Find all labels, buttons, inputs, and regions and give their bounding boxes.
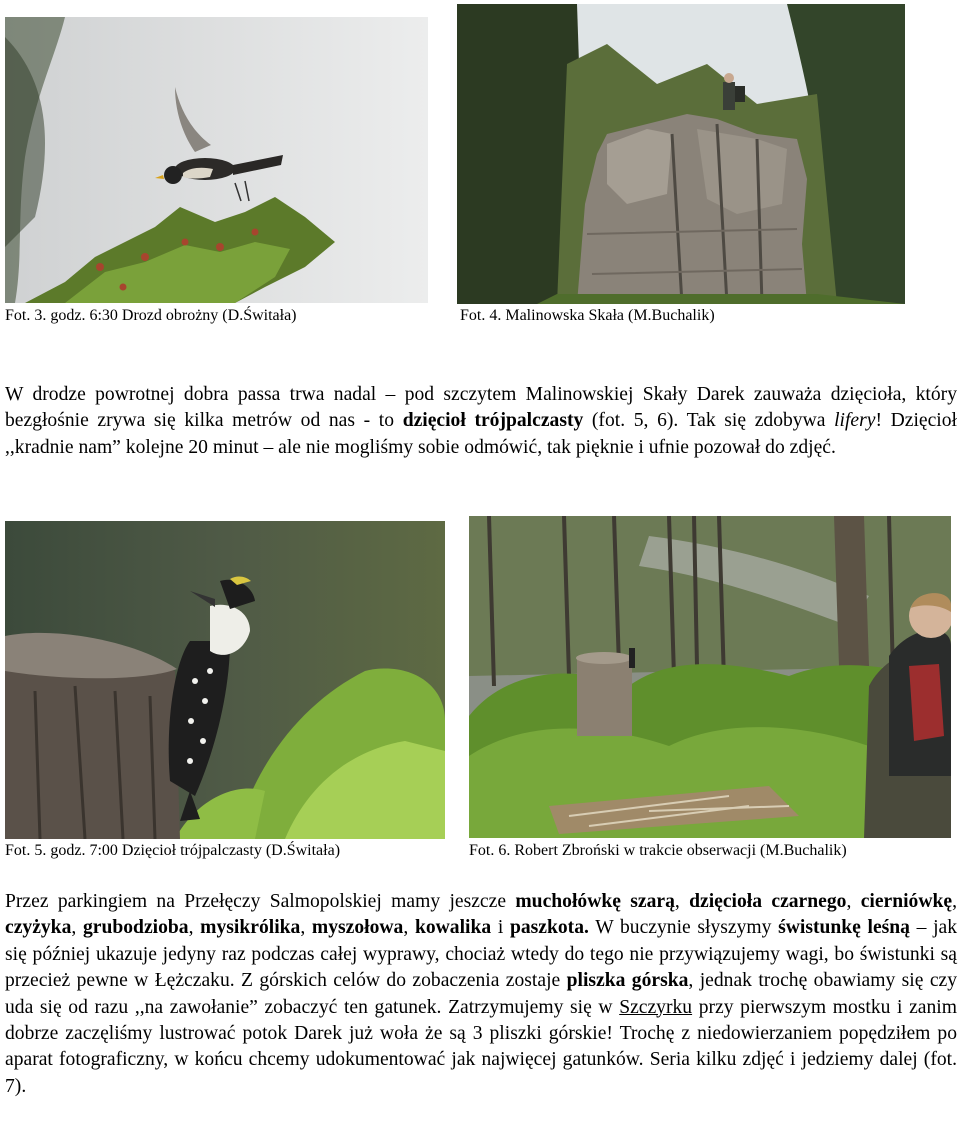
caption-fot-5: Fot. 5. godz. 7:00 Dzięcioł trójpalczasty (D.Świtała) [5,842,341,859]
photo-observer-in-forest [469,516,951,838]
paragraph-1: W drodze powrotnej dobra passa trwa nadal – pod szczytem Malinowskiej Skały Darek zauważa dzięcioła, który bezgłośnie zrywa się kilka metrów od nas - to dzięcioł trójpalczasty (fot. 5, 6). Tak się zdobywa lifery! Dzięcioł ,,kradnie nam” kolejne 20 minut – ale nie mogliśmy sobie odmówić, tak pięknie i ufnie pozował do zdjęć. [5,384,957,458]
paragraph-2: Przez parkingiem na Przełęczy Salmopolskiej mamy jeszcze muchołówkę szarą, dzięcioła czarnego, cierniówkę, czyżyka, grubodzioba, mysikrólika, myszołowa, kowalika i paszkota. W buczynie słyszymy świstunkę leśną – jak się później ukazuje jedyny raz podczas całej wyprawy, chociaż wtedy do tego nie przywiązujemy wagi, bo świstunki są przecież pewne w Łężczaku. Z górskich celów do zobaczenia zostaje pliszka górska, jednak trochę obawiamy się czy uda się od razu ,,na zawołanie” zobaczyć ten gatunek. Zatrzymujemy się w Szczyrku przy pierwszym mostku i zanim dobrze zaczęliśmy lustrować potok Darek już woła że są 3 pliszki górskie! Trochę z niedowierzaniem popędziłem po aparat fotograficzny, w końcu chcemy udokumentować jak najwięcej gatunków. Seria kilku zdjęć i jedziemy dalej (fot. 7). [5,891,958,1097]
photo-ring-ouzel [5,17,428,303]
caption-fot-3: Fot. 3. godz. 6:30 Drozd obrożny (D.Świtała) [5,307,297,324]
caption-fot-6: Fot. 6. Robert Zbroński w trakcie obserwacji (M.Buchalik) [469,842,847,859]
photo-malinowska-skala [457,4,905,304]
link-szczyrk[interactable]: Szczyrku [619,996,693,1018]
photo-three-toed-woodpecker [5,521,445,839]
caption-fot-4: Fot. 4. Malinowska Skała (M.Buchalik) [460,307,715,324]
